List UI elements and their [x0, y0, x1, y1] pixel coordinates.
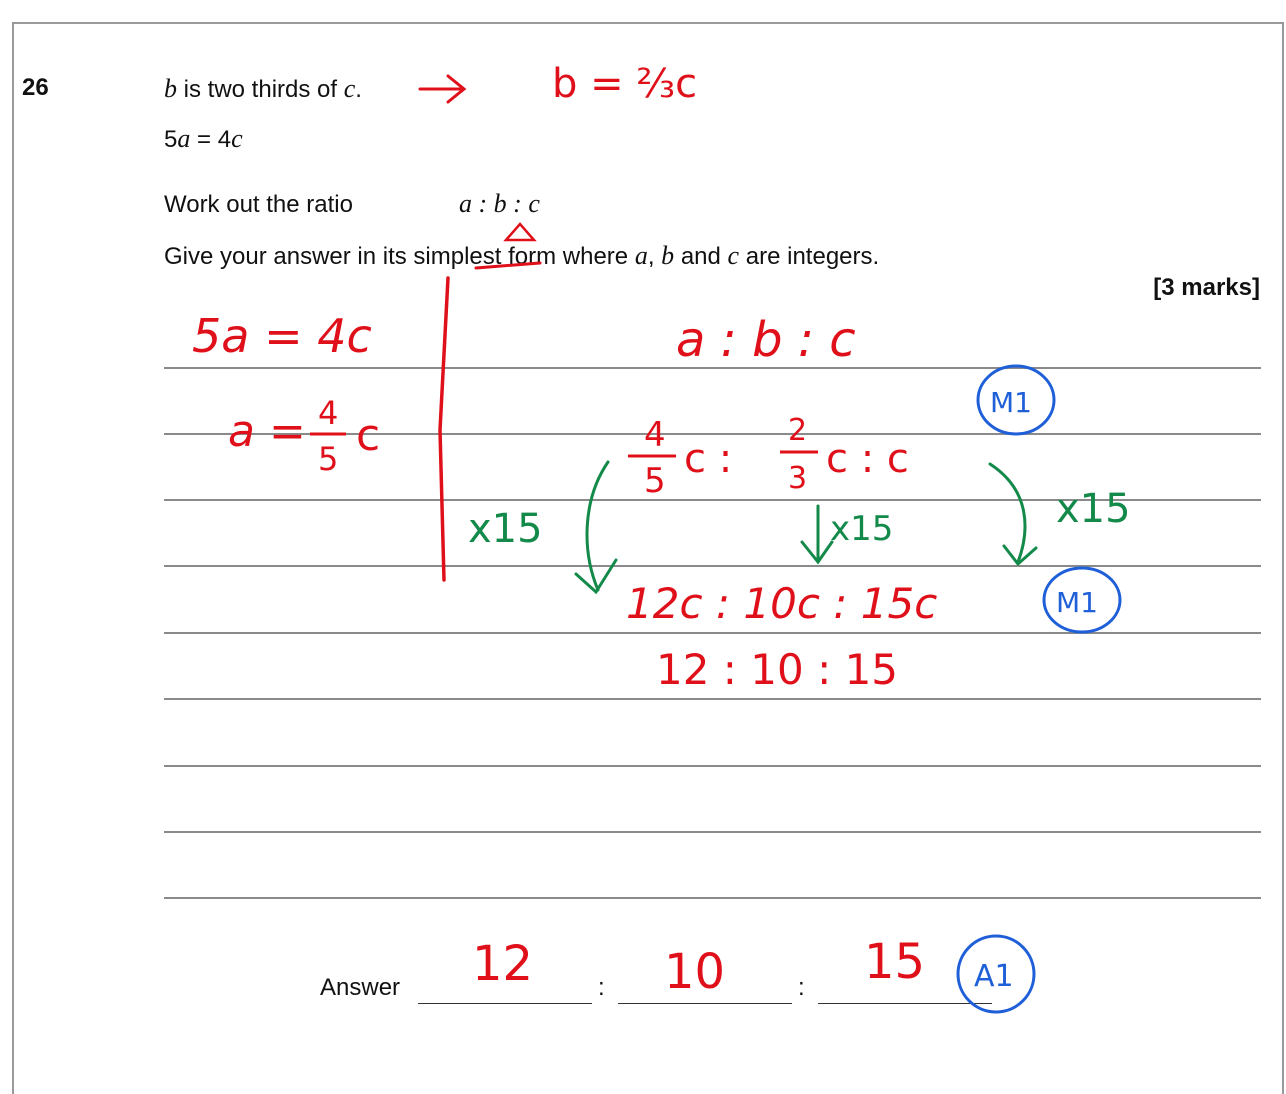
hw-step2: 12c : 10c : 15c — [626, 579, 938, 628]
line1-end: . — [355, 76, 362, 103]
answer-label: Answer — [320, 974, 401, 1001]
line4-c: c — [727, 241, 740, 270]
hw-frac-den1: 5 — [644, 461, 666, 501]
hw-step3: 12 : 10 : 15 — [656, 645, 899, 694]
ratio-abc: a : b : c — [459, 189, 540, 218]
hw-frac-num2: 2 — [788, 413, 808, 448]
divider-line — [440, 278, 448, 580]
line4-p1: Give your answer in its simplest form where — [164, 243, 635, 270]
hw-mark-m1-a: M1 — [990, 386, 1032, 419]
arrow-icon — [420, 76, 464, 102]
hw-answer-3: 15 — [864, 934, 926, 990]
hw-x15-right: x15 — [1056, 486, 1131, 532]
hw-ratio-head: a : b : c — [676, 312, 856, 368]
var-c: c — [343, 74, 356, 103]
line2-mid: = 4 — [190, 126, 232, 153]
hw-x15-mid: x15 — [830, 509, 894, 549]
answer-colon-2: : — [798, 974, 805, 1001]
line2-lhs: 5 — [164, 126, 178, 153]
hw-top-equation: b = ⅔c — [552, 61, 698, 107]
line2-var-c: c — [231, 124, 243, 153]
hw-left-num: 4 — [318, 394, 339, 432]
hw-mark-m1-b: M1 — [1056, 586, 1098, 619]
hw-frac-var2: c : c — [826, 436, 909, 482]
var-b: b — [164, 74, 177, 103]
question-number: 26 — [22, 74, 49, 101]
line4-p3: and — [674, 243, 728, 270]
line3-text: Work out the ratio — [164, 191, 353, 218]
answer-colon-1: : — [598, 974, 605, 1001]
line4-a: a — [634, 241, 648, 270]
hw-frac-den2: 3 — [788, 461, 808, 496]
hw-mark-a1: A1 — [974, 959, 1014, 994]
hw-left-var: c — [356, 410, 381, 461]
line1-text: is two thirds of — [177, 76, 344, 103]
marks-label: [3 marks] — [1153, 274, 1260, 301]
hw-left-eq1: 5a = 4c — [192, 309, 372, 363]
hw-frac-num1: 4 — [644, 415, 666, 455]
caret-mark — [506, 224, 534, 240]
hw-left-eq2-prefix: a = — [228, 406, 306, 457]
line4-p4: are integers. — [739, 243, 880, 270]
line4-b: b — [661, 241, 675, 270]
hw-x15-left: x15 — [468, 506, 543, 552]
curved-arrow — [990, 464, 1025, 562]
line4-p2: , — [647, 243, 662, 270]
underline-mark — [476, 263, 540, 268]
curved-arrow — [587, 462, 608, 590]
hw-answer-2: 10 — [664, 944, 726, 1000]
hw-left-den: 5 — [318, 440, 339, 478]
line2-var-a: a — [177, 124, 191, 153]
hw-frac-var1: c : — [684, 436, 733, 482]
hw-answer-1: 12 — [472, 936, 534, 992]
